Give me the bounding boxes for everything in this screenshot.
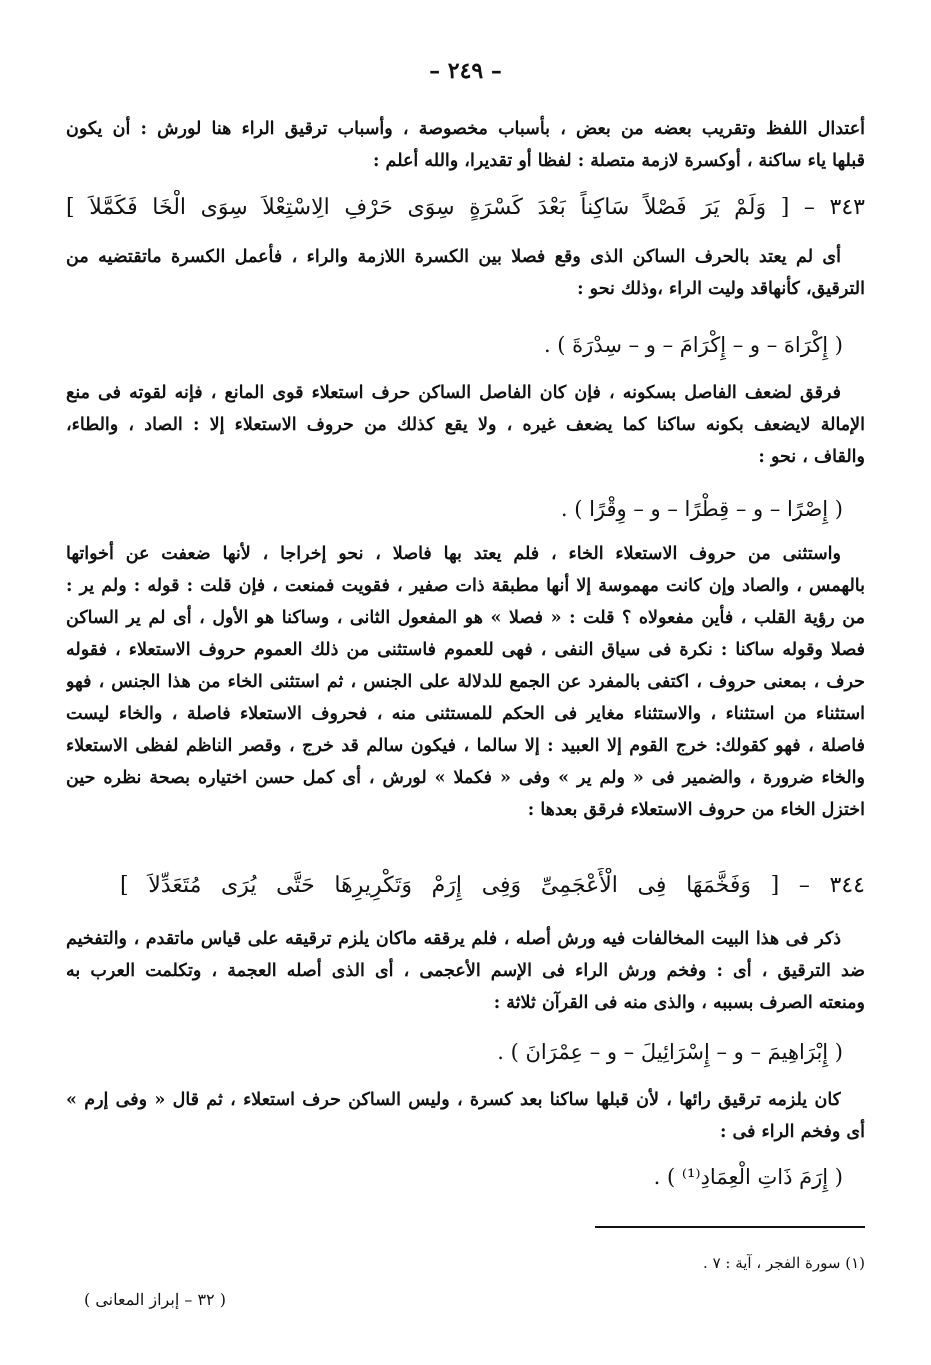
text-line: ومنعته الصرف بسببه ، والذى منه فى القرآن ثلاثة : xyxy=(493,993,865,1013)
text-line: استثناء من استثناء ، والاستثناء مغاير فى الحكم للمستثنى منه ، فحروف الاستعلاء فاصلة ، والخاء ليست xyxy=(66,704,865,724)
text-line: حرف ، بمعنى حروف ، اكتفى بالمفرد عن الجمع للدلالة على الجنس ، ثم استثنى الخاء من هذا الجنس ، فهو xyxy=(66,672,865,692)
text-line: واستثنى من حروف الاستعلاء الخاء ، فلم يعتد بها فاصلا ، نحو إخراجا ، لأنها ضعفت عن أخواتها xyxy=(66,544,841,564)
text-line: ذكر فى هذا البيت المخالفات فيه ورش أصله ، فلم يرققه ماكان يلزم ترقيقه على قياس ماتقدم ، والتفخيم xyxy=(66,929,841,949)
page-number: – ٢٤٩ – xyxy=(429,58,502,84)
text-line: اختزل الخاء من حروف الاستعلاء فرقق بعدها : xyxy=(527,800,865,820)
text-line: فاصلة ، فهو كقولك: خرج القوم إلا العبيد : إلا سالما ، فيكون سالم قد خرج ، وقصر الناظم لفظى الاستعلاء xyxy=(66,736,865,756)
text-line: قبلها ياء ساكنة ، أوكسرة لازمة متصلة : لفظا أو تقديرا، والله أعلم : xyxy=(373,151,865,171)
quran-examples: ( إِرَمَ ذَاتِ الْعِمَادِ⁽¹⁾ ) . xyxy=(653,1165,843,1189)
verse-343: ٣٤٣ – [ وَلَمْ يَرَ فَصْلاً سَاكِناً بَعْدَ كَسْرَةٍ سِوَى حَرْفِ الِاسْتِعْلاَ سِوَى الْخَا فَكَمَّلاَ ] xyxy=(66,195,865,220)
text-line: فرقق لضعف الفاصل بسكونه ، فإن كان الفاصل الساكن حرف استعلاء قوى المانع ، فإنه لقوته فى منع xyxy=(66,383,841,403)
text-line: فصلا وقوله ساكنا : نكرة فى سياق النفى ، فهى للعموم فاستثنى من ذلك العموم حروف الاستعلاء ، فقوله xyxy=(66,640,865,660)
text-line: والقاف ، نحو : xyxy=(758,447,865,467)
text-line: أعتدال اللفظ وتقريب بعضه من بعض ، بأسباب مخصوصة ، وأسباب ترقيق الراء هنا لورش : أن يكون xyxy=(66,119,865,139)
text-line: بالهمس ، والصاد وإن كانت مهموسة إلا أنها مطبقة ذات صفير ، فقويت فمنعت ، فإن قلت : قوله : ولم ير : xyxy=(66,576,865,596)
verse-344: ٣٤٤ – [ وَفَخَّمَهَا فِى الْأَعْجَمِىِّ وَفِى إِرَمْ وَتَكْرِيرِهَا حَتَّى يُرَى مُتَعَدِّلاَ ] xyxy=(120,873,865,898)
text-line: كان يلزمه ترقيق رائها ، لأن قبلها ساكنا بعد كسرة ، وليس الساكن حرف استعلاء ، ثم قال « وفى إرم » xyxy=(66,1090,841,1110)
quran-examples: ( إِصْرًا – و – قِطْرًا – و – وِقْرًا ) . xyxy=(560,497,843,521)
text-line: الترقيق، كأنهاقد وليت الراء ،وذلك نحو : xyxy=(577,279,865,299)
text-line: أى وفخم الراء فى : xyxy=(719,1122,865,1142)
signature-mark: ( ٣٢ – إبراز المعانى ) xyxy=(84,1290,226,1309)
footnote: (١) سورة الفجر ، آية : ٧ . xyxy=(703,1254,865,1272)
text-line: الإمالة لايضعف بكونه ساكنا كما يضعف غيره ، ولا يقع كذلك من حروف الاستعلاء إلا : الصاد ، والطاء، xyxy=(66,415,865,435)
footnote-divider xyxy=(595,1226,865,1228)
quran-examples: ( إِبْرَاهِيمَ – و – إِسْرَائِيلَ – و – عِمْرَانَ ) . xyxy=(497,1040,843,1064)
text-line: أى لم يعتد بالحرف الساكن الذى وقع فصلا بين الكسرة اللازمة والراء ، فأعمل الكسرة ماتقتضيه من xyxy=(66,247,841,267)
text-line: ضد الترقيق ، أى : وفخم ورش الراء فى الإسم الأعجمى ، أى الذى أصله العجمة ، وتكلمت العرب به xyxy=(66,961,865,981)
quran-examples: ( إِكْرَاهَ – و – إِكْرَامَ – و – سِدْرَةَ ) . xyxy=(543,333,843,357)
text-line: من رؤية القلب ، فأين مفعولاه ؟ قلت : « فصلا » هو المفعول الثانى ، وساكنا هو الأول ، أى لم ير الساكن xyxy=(66,608,865,628)
text-line: والخاء ضرورة ، والضمير فى « ولم ير » وفى « فكملا » لورش ، أى كمل حسن اختياره بصحة نظره حين xyxy=(66,768,865,788)
